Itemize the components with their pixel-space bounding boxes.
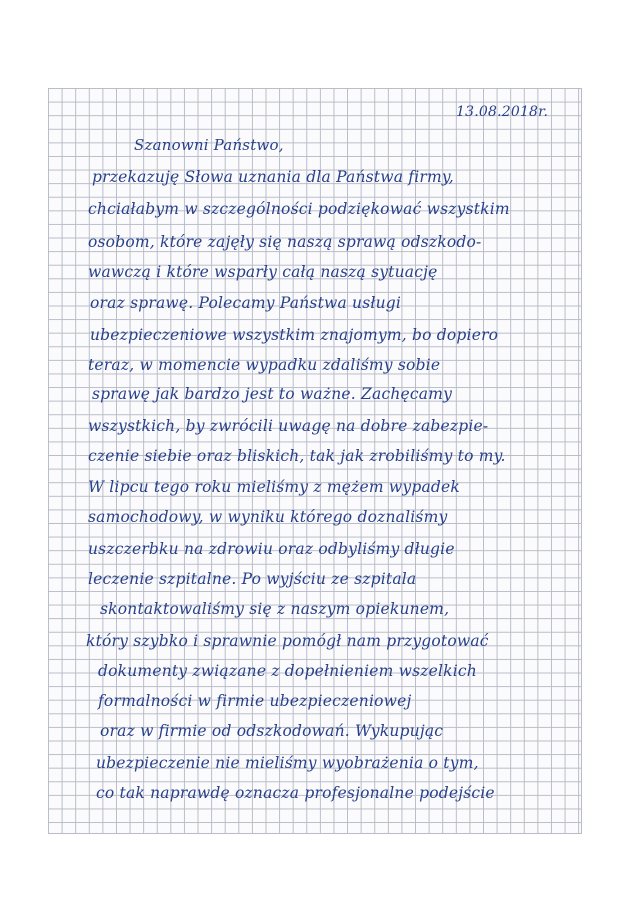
letter-date: 13.08.2018r.: [456, 104, 549, 120]
letter-line: który szybko i sprawnie pomógł nam przygotować: [86, 632, 489, 650]
letter-line: chciałabym w szczególności podziękować wszystkim: [88, 200, 510, 218]
letter-line: ubezpieczenie nie mieliśmy wyobrażenia o tym,: [96, 754, 479, 772]
letter-line: co tak naprawdę oznacza profesjonalne podejście: [96, 784, 495, 802]
letter-line: teraz, w momencie wypadku zdaliśmy sobie: [88, 356, 441, 374]
letter-line: W lipcu tego roku mieliśmy z mężem wypadek: [88, 478, 460, 496]
letter-line: wawczą i które wsparły całą naszą sytuację: [88, 263, 438, 281]
letter-line: przekazuję Słowa uznania dla Państwa firmy,: [92, 168, 454, 186]
letter-line: wszystkich, by zwrócili uwagę na dobre zabezpie-: [88, 417, 489, 435]
letter-line: ubezpieczeniowe wszystkim znajomym, bo dopiero: [90, 326, 499, 344]
letter-line: samochodowy, w wyniku którego doznaliśmy: [88, 508, 448, 526]
letter-line: czenie siebie oraz bliskich, tak jak zrobiliśmy to my.: [88, 447, 506, 465]
letter-line: dokumenty związane z dopełnieniem wszelkich: [98, 662, 477, 680]
letter-line: uszczerbku na zdrowiu oraz odbyliśmy długie: [88, 540, 455, 558]
letter-line: sprawę jak bardzo jest to ważne. Zachęcamy: [92, 385, 453, 403]
letter-line: oraz sprawę. Polecamy Państwa usługi: [90, 294, 402, 312]
letter-salutation: Szanowni Państwo,: [134, 136, 284, 154]
letter-line: formalności w firmie ubezpieczeniowej: [98, 692, 412, 710]
letter-line: osobom, które zajęły się naszą sprawą odszkodo-: [88, 233, 482, 251]
letter-line: leczenie szpitalne. Po wyjściu ze szpitala: [88, 570, 417, 588]
letter-line: skontaktowaliśmy się z naszym opiekunem,: [100, 600, 450, 618]
letter-line: oraz w firmie od odszkodowań. Wykupując: [100, 722, 444, 740]
